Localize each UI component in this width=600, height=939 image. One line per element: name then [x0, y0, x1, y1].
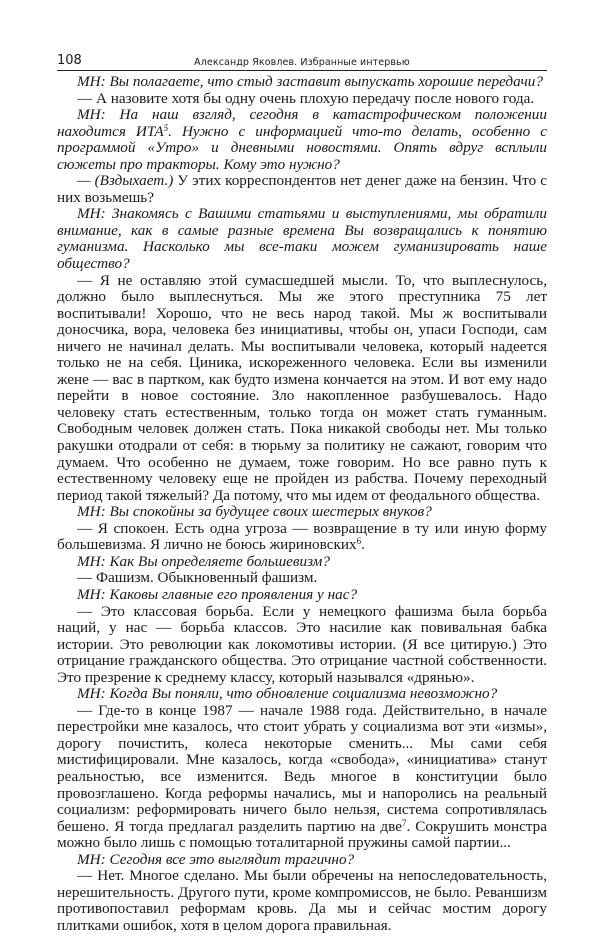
- interviewer-question: МН: Как Вы определяете большевизм?: [77, 552, 330, 570]
- interviewer-question: МН: Когда Вы поняли, что обновление социализма невозможно?: [77, 685, 498, 703]
- page-number: 108: [57, 53, 82, 68]
- interviewer-question: МН: Вы спокойны за будущее своих шестерых внуков?: [77, 503, 432, 521]
- interviewer-question: МН: Сегодня все это выглядит трагично?: [77, 850, 355, 868]
- page-body: [57, 74, 547, 934]
- footnote-ref: 7: [401, 817, 407, 828]
- book-page: [57, 50, 547, 934]
- page-header: [57, 50, 547, 71]
- interviewee-answer: — Нет. Многое сделано. Мы были обречены на непоследовательность, нерешительность. Другого пути, кроме компромиссов, не было. Реваншизм противопоставил реформам кровь. Да мы и сейчас мостим дорогу плитками ошибок, хотя в целом дорога правильная.: [57, 867, 547, 934]
- running-title: Александр Яковлев. Избранные интервью: [194, 57, 410, 68]
- interviewer-question: МН: Вы полагаете, что стыд заставит выпускать хорошие передачи?: [77, 73, 543, 90]
- interviewer-question: МН: Каковы главные его проявления у нас?: [77, 585, 358, 603]
- stage-direction: — (Вздыхает.): [77, 172, 174, 190]
- interviewee-answer: — А назовите хотя бы одну очень плохую передачу после нового года.: [77, 89, 535, 107]
- interviewee-answer: — (Вздыхает.) У этих корреспондентов нет денег даже на бензин. Что с них возьмешь?: [57, 172, 547, 206]
- interviewee-answer: — Фашизм. Обыкновенный фашизм.: [77, 569, 318, 587]
- footnote-ref: 6: [356, 536, 362, 547]
- interviewer-question: МН: Знакомясь с Вашими статьями и выступлениями, мы обратили внимание, как в самые разные времена Вы возвращались к понятию гуманизма. Насколько мы все-таки можем гуманизировать наше общество?: [57, 205, 547, 273]
- interviewee-answer: — Я не оставляю этой сумасшедшей мысли. То, что выплеснулось, должно было выплеснуться. Мы же этого преступника 75 лет воспитывали! Хорошо, что не весь народ такой. Мы ж воспитывали доносчика, вора, человека без инициативы, чтобы он, упаси Господи, сам ничего не начинал делать. Мы воспитывали человека, который надеется только не на себя. Циника, искореженного человека. Если вы изменили жене — вас в партком, как будто измена кончается на этом. И вот ему надо перейти в новое состояние. Зло накопленное разбушевалось. Надо человеку стать естественным, только тогда он может стать гуманным. Свободным человек должен стать. Пока никакой свободы нет. Мы только ракушки отодрали от себя: в тюрьму за политику не сажают, говорим что думаем. Что особенно не думаем, тоже говорим. Но все равно путь к естественному человеку еще не пройден из рабства. Почему переходный период такой тяжелый? Да потому, что мы идем от феодального общества.: [57, 271, 547, 504]
- interviewee-answer: — Я спокоен. Есть одна угроза — возвращение в ту или иную форму большевизма. Я лично не боюсь жириновских$^6$.: [57, 519, 547, 554]
- interviewer-question: МН: На наш взгляд, сегодня в катастрофическом положении находится ИТА$^5$. Нужно с информацией что-то делать, особенно с программой «Утро» и дневными новостями. Опять вдруг всплыли сюжеты про тракторы. Кому это нужно?: [57, 106, 547, 173]
- interviewee-answer: — Это классовая борьба. Если у немецкого фашизма была борьба наций, у нас — борьба классов. Это насилие как повивальная бабка истории. Это революции как локомотивы истории. (Я все цитирую.) Это отрицание гражданского общества. Это отрицание частной собственности. Это презрение к среднему классу, который назывался «дрянью».: [57, 602, 547, 686]
- interviewee-answer: — Где-то в конце 1987 — начале 1988 года. Действительно, в начале перестройки мне казалось, что стоит убрать у социализма вот эти «измы», дорогу почистить, колеса некоторые сменить... Мы сами себя мистифицировали. Мне казалось, когда «свобода», «инициатива» станут реальностью, все изменится. Ведь многое в конституции было провозглашено. Когда реформы начались, мы и напоролись на реальный социализм: реформировать ничего было нельзя, система сопротивлялась бешено. Я тогда предлагал разделить партию на две$^7$. Сокрушить монстра можно было лишь с помощью тоталитарной пружины самой партии...: [57, 701, 547, 852]
- footnote-ref: 5: [163, 122, 169, 133]
